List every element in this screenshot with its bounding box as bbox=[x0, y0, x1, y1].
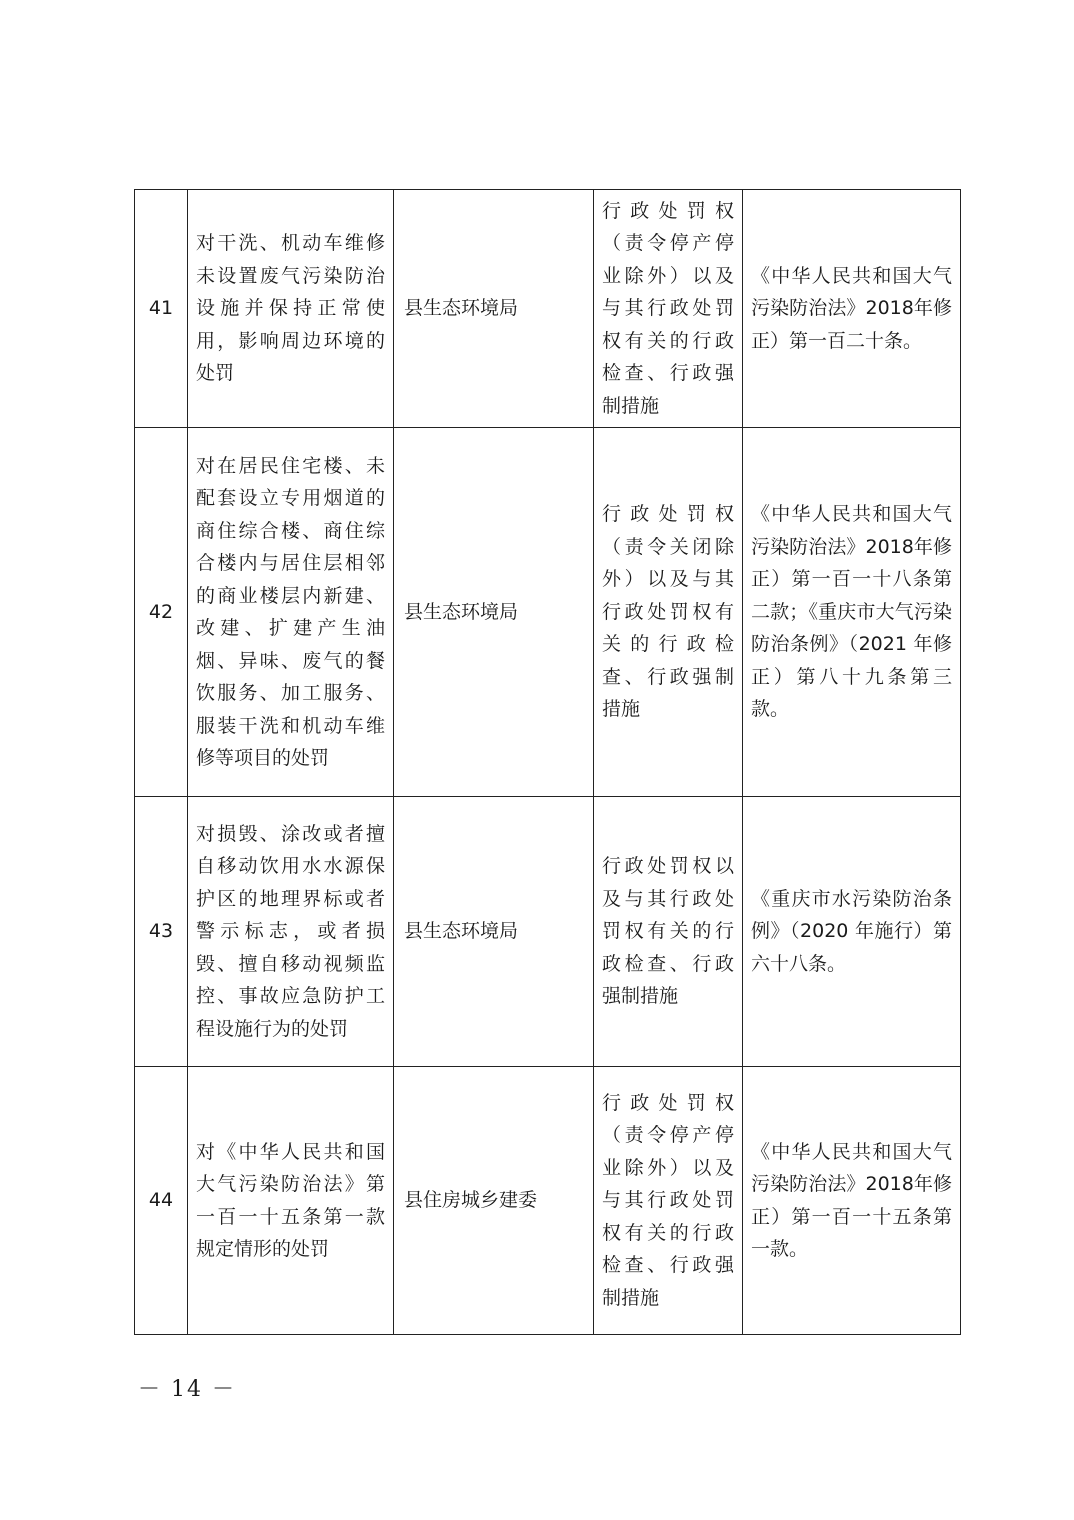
table-row bbox=[135, 190, 961, 428]
department: 县住房城乡建委 bbox=[394, 1067, 594, 1335]
power-type: 行政处罚权（责令关闭除外）以及与其行政处罚权有关的行政检查、行政强制措施 bbox=[594, 428, 743, 797]
power-type: 行政处罚权（责令停产停业除外）以及与其行政处罚权有关的行政检查、行政强制措施 bbox=[594, 1067, 743, 1335]
row-number: 41 bbox=[135, 190, 188, 428]
legal-basis: 《中华人民共和国大气污染防治法》2018年修正）第一百一十八条第二款；《重庆市大气污染防治条例》（2021 年修正）第八十九条第三款。 bbox=[743, 428, 961, 797]
legal-basis: 《重庆市水污染防治条例》（2020 年施行）第六十八条。 bbox=[743, 797, 961, 1067]
table-row bbox=[135, 797, 961, 1067]
row-number: 44 bbox=[135, 1067, 188, 1335]
power-type: 行政处罚权以及与其行政处罚权有关的行政检查、行政强制措施 bbox=[594, 797, 743, 1067]
item-description: 对《中华人民共和国大气污染防治法》第一百一十五条第一款规定情形的处罚 bbox=[188, 1067, 394, 1335]
row-number: 43 bbox=[135, 797, 188, 1067]
department: 县生态环境局 bbox=[394, 190, 594, 428]
department: 县生态环境局 bbox=[394, 797, 594, 1067]
power-type: 行政处罚权（责令停产停业除外）以及与其行政处罚权有关的行政检查、行政强制措施 bbox=[594, 190, 743, 428]
item-description: 对干洗、机动车维修未设置废气污染防治设施并保持正常使用，影响周边环境的处罚 bbox=[188, 190, 394, 428]
table-row bbox=[135, 428, 961, 797]
legal-basis: 《中华人民共和国大气污染防治法》2018年修正）第一百一十五条第一款。 bbox=[743, 1067, 961, 1335]
page-number: － 14 － bbox=[138, 1377, 236, 1402]
authority-table bbox=[134, 189, 961, 1335]
row-number: 42 bbox=[135, 428, 188, 797]
legal-basis: 《中华人民共和国大气污染防治法》2018年修正）第一百二十条。 bbox=[743, 190, 961, 428]
item-description: 对在居民住宅楼、未配套设立专用烟道的商住综合楼、商住综合楼内与居住层相邻的商业楼层内新建、改建、扩建产生油烟、异味、废气的餐饮服务、加工服务、服装干洗和机动车维修等项目的处罚 bbox=[188, 428, 394, 797]
item-description: 对损毁、涂改或者擅自移动饮用水水源保护区的地理界标或者警示标志，或者损毁、擅自移动视频监控、事故应急防护工程设施行为的处罚 bbox=[188, 797, 394, 1067]
department: 县生态环境局 bbox=[394, 428, 594, 797]
table-row bbox=[135, 1067, 961, 1335]
